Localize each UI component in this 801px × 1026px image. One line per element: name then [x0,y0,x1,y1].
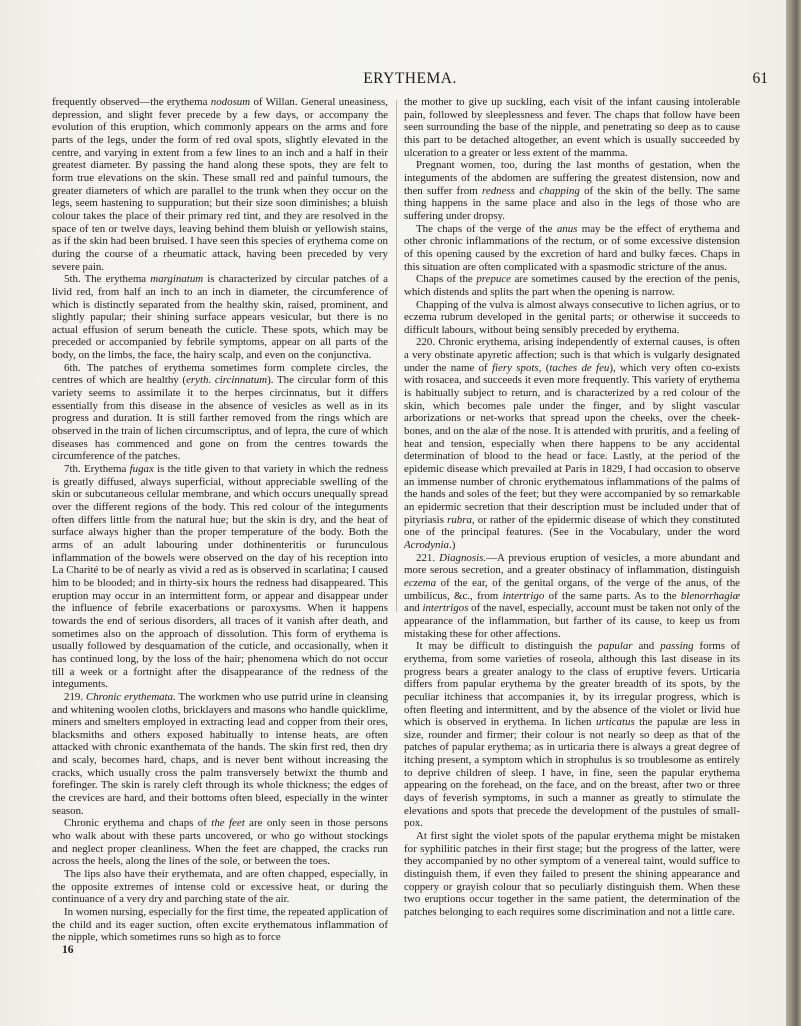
paragraph: 7th. Erythema fugax is the title given to that variety in which the redness is greatly diffused, always superficial, without appreciable swelling of the skin or subcutaneous cellular membrane, and which occurs unequally spread over the different regions of the body. This red colour of the integuments often differs little from the natural hue; but the skin is dry, and the heat of surface always higher than the proper temperature of the body. Both the arms of an adult labouring under dothinenteritis or furunculous inflammation of the bowels were observed on the day of his reception into La Charité to be of nearly as vivid a red as is observed in scarlatina; I caused him to be blooded; and in thirty-six hours the redness had disappeared. This eruption may occur in an intermittent form, or appear and disappear under the influence of febrile exacerbations or paroxysms. When it happens towards the end of serious disorders, all traces of it vanish after death, and sometimes also on the approach of dissolution. This form of erythema is usually followed by desquamation of the cuticle, and occasionally, when it has continued long, by the loss of the hair; phenomena which do not occur till a week or a fortnight after the disappearance of the redness of the integuments. [52,463,388,691]
paragraph: Chaps of the prepuce are sometimes caused by the erection of the penis, which distends and splits the part when the opening is narrow. [404,273,740,298]
paragraph: the mother to give up suckling, each visit of the infant causing intolerable pain, followed by sleeplessness and fever. The chaps that follow have been seen surrounding the base of the nipple, and penetrating so deep as to cause this part to be detached altogether, an event which is usually succeeded by ulceration to a greater or less extent of the mamma. [404,96,740,159]
paragraph: Chronic erythema and chaps of the feet are only seen in those persons who walk about with these parts uncovered, or who go without stockings and neglect proper cleanliness. When the feet are chapped, the cracks run across the heels, along the lines of the sole, or between the toes. [52,817,389,868]
left-column [52,96,388,944]
paragraph: 221. Diagnosis.—A previous eruption of vesicles, a more abundant and more serous secretion, and a greater obstinacy of inflammation, distinguish eczema of the ear, of the genital organs, of the verge of the anus, of the umbilicus, &c., from intertrigo of the same parts. As to the blenorrhagiæ and intertrigos of the navel, especially, account must be taken not only of the appearance of the inflammation, but farther of its cause, to keep us from mistaking these for other affections. [404,551,741,640]
paragraph: Chapping of the vulva is almost always consecutive to lichen agrius, or to eczema rubrum developed in the genital parts; or otherwise it succeeds to difficult labours, without being sensibly preceded by erythema. [404,298,740,336]
paragraph: 6th. The patches of erythema sometimes form complete circles, the centres of which are healthy (eryth. circinnatum). The circular form of this variety seems to assimilate it to the herpes circinnatus, but it differs essentially from this disease in the absence of vesicles as well as in its progress and duration. It is still farther removed from the rings which are observed in the train of lichen circumscriptus, and of lepra, the cure of which diseases has commenced and gone on from the centres towards the circumference of the patches. [52,361,388,463]
page-edge [786,0,801,1026]
paragraph: At first sight the violet spots of the papular erythema might be mistaken for syphilitic patches in their first stage; but the progress of the latter, were they accompanied by no other symptom of a venereal taint, would suffice to distinguish them, if even they failed to present the shining appearance and coppery or grayish colour that so peculiarly distinguish them. When these two eruptions occur together in the same patient, the determination of the patches belonging to each requires some discrimination and not a little care. [404,830,740,918]
running-title: ERYTHEMA. [363,70,457,87]
paragraph: In women nursing, especially for the first time, the repeated application of the child and its eager suction, often excite erythematous inflammation of the nipple, which sometimes runs so high as to force [52,906,388,944]
right-column [404,96,740,919]
paragraph: 220. Chronic erythema, arising independently of external causes, is often a very obstinate apyretic affection; such is that which is vulgarly designated under the name of fiery spots, (taches de feu), which very often co-exists with rosacea, and succeeds it even more frequently. This variety of erythema is habitually subject to return, and is characterized by a red colour of the skin, which becomes pale under the finger, and by slight vascular arborizations or net-works that spread upon the cheeks, over the cheek-bones, and on the alæ of the nose. It is attended with pruritis, and a feeling of heat and tension, especially when there happens to be any accidental determination of blood to the head or face. Lastly, at the period of the epidemic disease which prevailed at Paris in 1829, I had occasion to observe an immense number of chronic erythematous inflammations of the palms of the hands and soles of the feet; but they were accompanied by so remarkable an epidermic secretion that their description must be included under that of pityriasis rubra, or rather of the epidermic disease of which they constituted one of the principal features. (See in the Vocabulary, under the word Acrodynia.) [404,336,741,551]
running-header [52,70,768,88]
column-divider [396,100,397,612]
paragraph: 219. Chronic erythemata. The workmen who use putrid urine in cleansing and whitening woolen cloths, bricklayers and masons who handle quicklime, miners and smelters employed in extracting lead and copper from their ores, blacksmiths and others exposed habitually to intense heats, are often attacked with chronic exanthemata of the hands. The skin first red, then dry and scaly, becomes hard, chaps, and is never bent without increasing the cracks, which usually cross the palm transversely betwixt the thumb and forefinger. The skin is rarely cleft through its whole thickness; the edges of the crevices are hard, and their bottoms often bleed, especially in the winter season. [52,690,388,817]
signature-mark: 16 [62,944,74,956]
page-number: 61 [752,70,768,87]
paragraph: It may be difficult to distinguish the papular and passing forms of erythema, from some varieties of roseola, although this last disease in its progress bears a greater analogy to the class of eruptive fevers. Urticaria differs from papular erythema by the greater breadth of its spots, by the peculiar itchiness that accompanies it, by its irregular progress, which is often fleeting and intermittent, and by the absence of the violet or livid hue which is observed in erythema. In lichen urticatus the papulæ are less in size, rounder and firmer; their colour is not nearly so deep as that of the patches of papular erythema; as in urticaria there is always a great degree of itching present, a symptom which in strophulus is so troublesome as entirely to deprive children of sleep. I have, in fine, seen the papular erythema appearing on the forehead, on the face, and on the breast, after two or three days of feverish symptoms, in such a manner as greatly to stimulate the elevations and spots that precede the development of the pustules of small-pox. [404,640,740,830]
paragraph: 5th. The erythema marginatum is characterized by circular patches of a livid red, from half an inch to an inch in diameter, the circumference of which is distinctly separated from the healthy skin, raised, prominent, and slightly papular; their shining surface appears vesicular, but there is no actual effusion of serum beneath the cuticle. These spots, which may be preceded or accompanied by febrile symptoms, appear on all parts of the body, on the limbs, the face, the hairy scalp, and even on the conjunctiva. [52,273,389,362]
paragraph: Pregnant women, too, during the last months of gestation, when the integuments of the abdomen are suffering the greatest distension, now and then suffer from redness and chapping of the skin of the belly. The same thing happens in the same place and also in the legs of those who are suffering under dropsy. [404,159,740,222]
paragraph: The lips also have their erythemata, and are often chapped, especially, in the opposite extremes of intense cold or excessive heat, or during the continuance of a very dry and parching state of the air. [52,868,388,906]
paragraph: The chaps of the verge of the anus may be the effect of erythema and other chronic inflammations of the rectum, or of some excessive distension of this opening caused by the excretion of hard and bulky fæces. Chaps in this situation are often complicated with a spasmodic stricture of the anus. [404,222,740,273]
paragraph: frequently observed—the erythema nodosum of Willan. General uneasiness, depression, and slight fever precede by a few days, or accompany the evolution of this eruption, which commonly appears on the arms and fore parts of the legs, under the form of red oval spots, slightly elevated in the centre, and varying in extent from a few lines to an inch and a half in their greatest diameter. By passing the hand along these spots, they are felt to form true elevations on the skin. These small red and painful tumours, the greater diameters of which are parallel to the trunk when they occur on the legs, seem hastening to suppuration; but their size soon diminishes; a bluish colour takes the place of their primary red tint, and they are resolved in the space of ten or twelve days, leaving behind them bluish or yellowish stains, as if the skin had been bruised. I have seen this species of erythema come on during the course of a rheumatic attack, having been preceded by very severe pain. [52,96,389,273]
